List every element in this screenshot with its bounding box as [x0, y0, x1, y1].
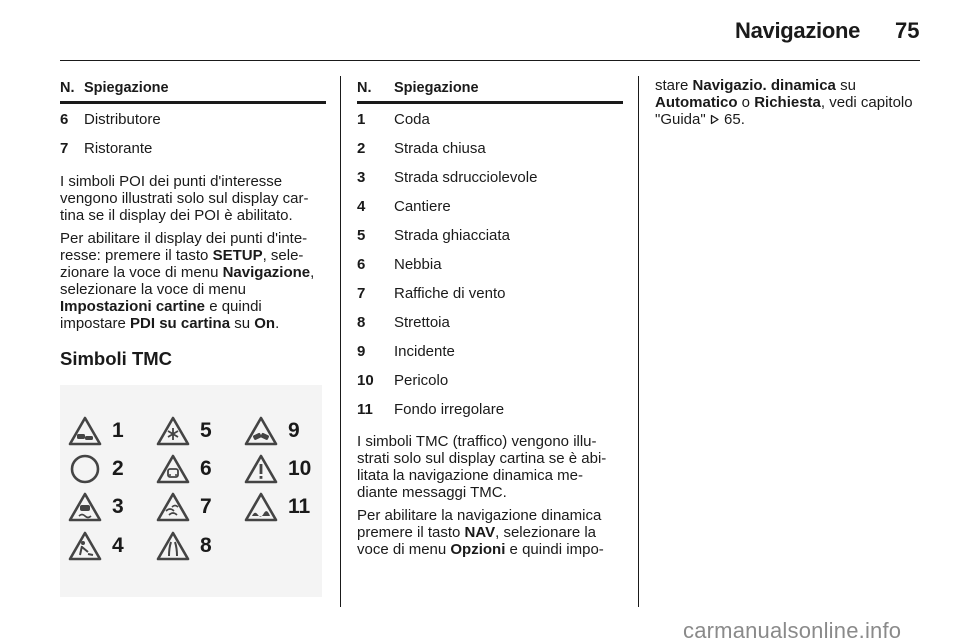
- tmc-symbol-6: [156, 453, 212, 485]
- text: , sele-zionare la voce di menu: [60, 247, 304, 281]
- tmc-symbol-3: [68, 491, 124, 523]
- tmc-symbol-1: [68, 415, 124, 447]
- row-label: Strada ghiacciata: [394, 227, 510, 244]
- table-row: [357, 256, 623, 285]
- symbol-number: 4: [112, 534, 124, 557]
- row-label: Pericolo: [394, 372, 449, 389]
- fog-car-warning-icon: [156, 453, 190, 485]
- header-description: Spiegazione: [84, 80, 169, 96]
- text: Per abilitare il display dei punti d'inte-resse: premere il tasto: [60, 230, 308, 264]
- tmc-symbol-5: [156, 415, 212, 447]
- slippery-road-warning-icon: [68, 491, 102, 523]
- table-row: [357, 111, 623, 140]
- row-number: 5: [357, 227, 366, 244]
- column-2: [357, 80, 623, 564]
- text: , selezionare la voce di menu: [60, 264, 315, 298]
- symbol-number: 6: [200, 457, 212, 480]
- text: Per abilitare la navigazione dinamica premere il tasto: [357, 507, 602, 541]
- dynamic-nav-label: Navigazio. dinamica: [692, 77, 836, 94]
- tmc-enable-paragraph: [357, 507, 623, 558]
- tmc-symbol-2: [68, 453, 124, 485]
- uneven-road-warning-icon: [244, 491, 278, 523]
- watermark: carmanualsonline.info: [683, 618, 902, 643]
- row-number: 2: [357, 140, 366, 157]
- page-reference: 65.: [719, 111, 745, 128]
- arrow-reference-icon: [710, 114, 720, 125]
- row-label: Coda: [394, 111, 430, 128]
- tmc-paragraph: I simboli TMC (traffico) vengono illu-strati solo sul display cartina se è abi-litata la navigazione dinamica me-diante messaggi TMC.: [357, 433, 607, 501]
- pdi-option-label: PDI su cartina: [130, 315, 231, 332]
- ice-snowflake-warning-icon: [156, 415, 190, 447]
- table-row: [357, 140, 623, 169]
- table-row: [60, 111, 326, 140]
- row-number: 6: [357, 256, 366, 273]
- row-label: Distributore: [84, 111, 161, 128]
- table-row: [357, 285, 623, 314]
- text: , vedi capitolo "Guida": [655, 94, 913, 128]
- tmc-symbols-panel: [60, 385, 322, 597]
- table-row: [357, 227, 623, 256]
- tmc-symbol-10: [244, 453, 311, 485]
- row-label: Strettoia: [394, 314, 450, 331]
- text: , selezionare la voce di menu: [357, 524, 597, 558]
- menu-impostazioni-label: Impostazioni cartine: [60, 298, 206, 315]
- richiesta-label: Richiesta: [754, 94, 821, 111]
- page-title: Navigazione: [735, 18, 861, 43]
- table-row: [357, 372, 623, 401]
- table-row: [357, 343, 623, 372]
- closed-road-circle-icon: [68, 453, 102, 485]
- nav-key-label: NAV: [464, 524, 496, 541]
- road-narrows-warning-icon: [156, 530, 190, 562]
- column-divider-2: [638, 76, 639, 607]
- header-number: N.: [357, 80, 372, 96]
- symbol-number: 10: [288, 457, 312, 480]
- header-description: Spiegazione: [394, 80, 479, 96]
- row-label: Strada sdrucciolevole: [394, 169, 538, 186]
- text: stare: [655, 77, 693, 94]
- tmc-symbol-4: [68, 530, 124, 562]
- table-header: [60, 80, 326, 104]
- setup-key-label: SETUP: [212, 247, 263, 264]
- row-label: Raffiche di vento: [394, 285, 506, 302]
- continued-paragraph: [655, 77, 925, 128]
- tmc-symbol-8: [156, 530, 212, 562]
- row-number: 4: [357, 198, 366, 215]
- text: e quindi impostare: [60, 298, 262, 332]
- danger-exclamation-warning-icon: [244, 453, 278, 485]
- table-row: [357, 169, 623, 198]
- text: .: [275, 315, 280, 332]
- tmc-symbol-11: [244, 491, 310, 523]
- column-divider-1: [340, 76, 341, 607]
- row-label: Fondo irregolare: [394, 401, 505, 418]
- accident-warning-icon: [244, 415, 278, 447]
- row-label: Cantiere: [394, 198, 451, 215]
- row-number: 6: [60, 111, 69, 128]
- symbol-number: 9: [288, 419, 300, 442]
- row-label: Strada chiusa: [394, 140, 486, 157]
- text: e quindi impo-: [505, 541, 604, 558]
- table-header: [357, 80, 623, 104]
- table-row: [357, 198, 623, 227]
- poi-enable-paragraph: [60, 230, 326, 332]
- row-number: 7: [60, 140, 69, 157]
- row-label: Ristorante: [84, 140, 153, 157]
- symbol-number: 2: [112, 457, 124, 480]
- section-heading: Simboli TMC: [60, 348, 173, 369]
- row-number: 11: [357, 401, 373, 418]
- text: su: [230, 315, 255, 332]
- row-number: 9: [357, 343, 366, 360]
- table-row: [60, 140, 326, 169]
- menu-opzioni-label: Opzioni: [450, 541, 506, 558]
- symbol-number: 8: [200, 534, 212, 557]
- column-1: [60, 80, 326, 367]
- menu-navigazione-label: Navigazione: [222, 264, 311, 281]
- row-label: Nebbia: [394, 256, 442, 273]
- symbol-number: 3: [112, 495, 124, 518]
- row-number: 7: [357, 285, 366, 302]
- automatico-label: Automatico: [655, 94, 738, 111]
- symbol-number: 11: [288, 495, 311, 518]
- roadworks-warning-icon: [68, 530, 102, 562]
- row-number: 8: [357, 314, 366, 331]
- text: su: [835, 77, 856, 94]
- header-divider: [60, 60, 920, 61]
- crosswind-warning-icon: [156, 491, 190, 523]
- traffic-jam-warning-icon: [68, 415, 102, 447]
- header-number: N.: [60, 80, 75, 96]
- poi-paragraph: I simboli POI dei punti d'interesse vengono illustrati solo sul display car-tina se il display dei POI è abilitato.: [60, 173, 309, 224]
- column-3: [655, 77, 925, 134]
- symbol-number: 1: [112, 419, 124, 442]
- table-row: [357, 314, 623, 343]
- row-number: 3: [357, 169, 366, 186]
- symbol-number: 5: [200, 419, 212, 442]
- text: o: [737, 94, 755, 111]
- tmc-symbol-7: [156, 491, 212, 523]
- row-number: 1: [357, 111, 366, 128]
- tmc-symbol-9: [244, 415, 300, 447]
- page-number: 75: [895, 18, 920, 43]
- on-value-label: On: [254, 315, 276, 332]
- row-number: 10: [357, 372, 374, 389]
- symbol-number: 7: [200, 495, 212, 518]
- row-label: Incidente: [394, 343, 455, 360]
- table-row: [357, 401, 623, 430]
